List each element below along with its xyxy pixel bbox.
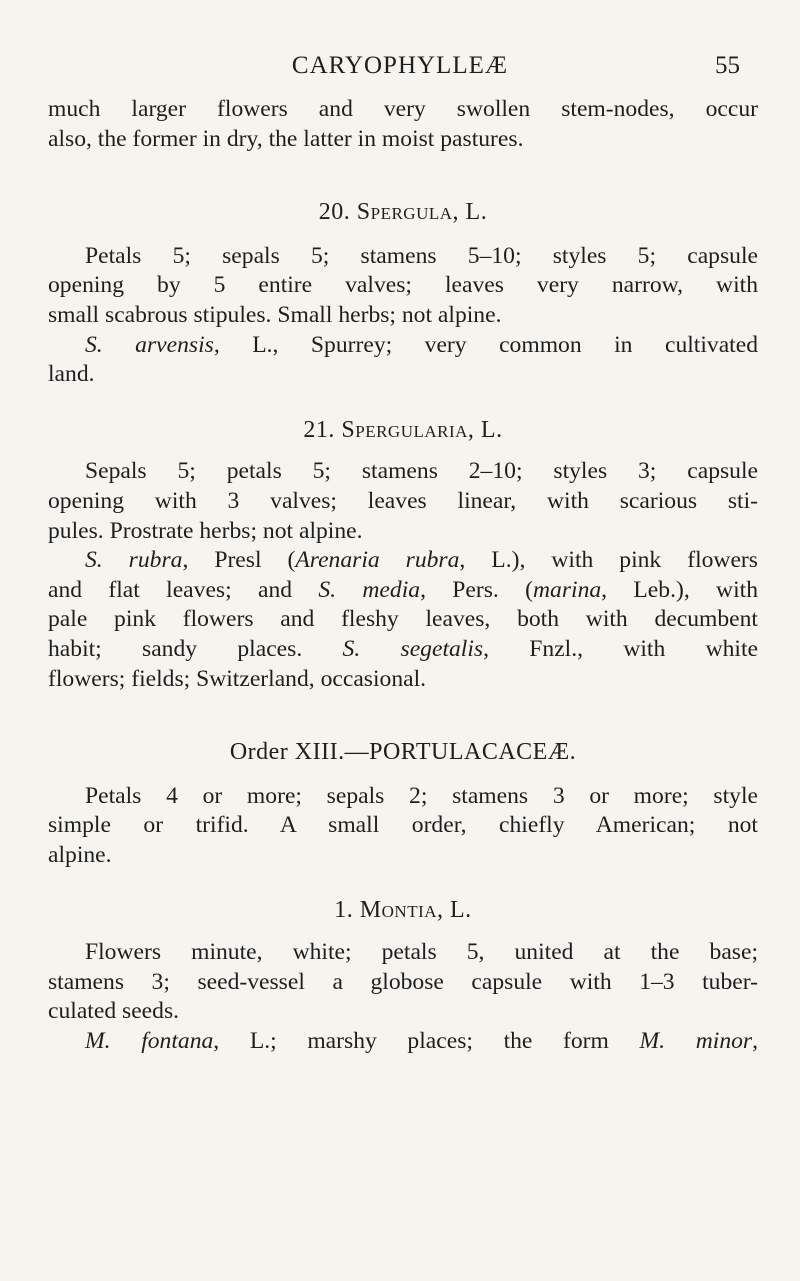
text-line: Flowers minute, white; petals 5, united at the base; xyxy=(85,939,758,966)
species-line: M. fontana, L.; marshy places; the form M. minor, xyxy=(85,1027,758,1054)
text-line: Sepals 5; petals 5; stamens 2–10; styles 3; capsule xyxy=(85,458,758,485)
text-line: flowers; fields; Switzerland, occasional. xyxy=(48,665,427,692)
order-heading-portulacaceae: Order XIII.—PORTULACACEÆ. xyxy=(229,739,577,766)
text-line: small scabrous stipules. Small herbs; not alpine. xyxy=(48,301,502,328)
text-line: culated seeds. xyxy=(48,998,180,1025)
species-line: S. arvensis, L., Spurrey; very common in cultivated xyxy=(85,331,758,358)
text-line: opening by 5 entire valves; leaves very narrow, with xyxy=(48,272,758,299)
species-line: S. rubra, Presl (Arenaria rubra, L.), with pink flowers xyxy=(85,547,758,574)
text-line: Petals 4 or more; sepals 2; stamens 3 or more; style xyxy=(85,782,758,809)
text-line: Petals 5; sepals 5; stamens 5–10; styles 5; capsule xyxy=(85,242,758,269)
genus-heading-spergula: 20. Spergula, L. xyxy=(318,199,488,226)
species-line: habit; sandy places. S. segetalis, Fnzl., with white xyxy=(48,635,758,662)
text-line: much larger flowers and very swollen stem-nodes, occur xyxy=(48,96,758,122)
running-head xyxy=(0,52,800,92)
text-line: opening with 3 valves; leaves linear, with scarious sti- xyxy=(48,487,758,514)
genus-heading-montia: 1. Montia, L. xyxy=(334,897,472,924)
genus-heading-spergularia: 21. Spergularia, L. xyxy=(303,416,503,443)
text-line: land. xyxy=(48,361,95,388)
text-line: alpine. xyxy=(48,841,112,868)
text-line: pale pink flowers and fleshy leaves, both with decumbent xyxy=(48,606,758,633)
text-line: stamens 3; seed-vessel a globose capsule with 1–3 tuber- xyxy=(48,968,758,995)
species-line: and flat leaves; and S. media, Pers. (marina, Leb.), with xyxy=(48,576,758,603)
body-text xyxy=(48,95,758,1056)
page-number: 55 xyxy=(715,52,740,79)
text-line: simple or trifid. A small order, chiefly American; not xyxy=(48,812,758,839)
running-title: CARYOPHYLLEÆ xyxy=(291,52,509,79)
text-line: pules. Prostrate herbs; not alpine. xyxy=(48,517,363,544)
text-line: also, the former in dry, the latter in moist pastures. xyxy=(48,125,524,152)
